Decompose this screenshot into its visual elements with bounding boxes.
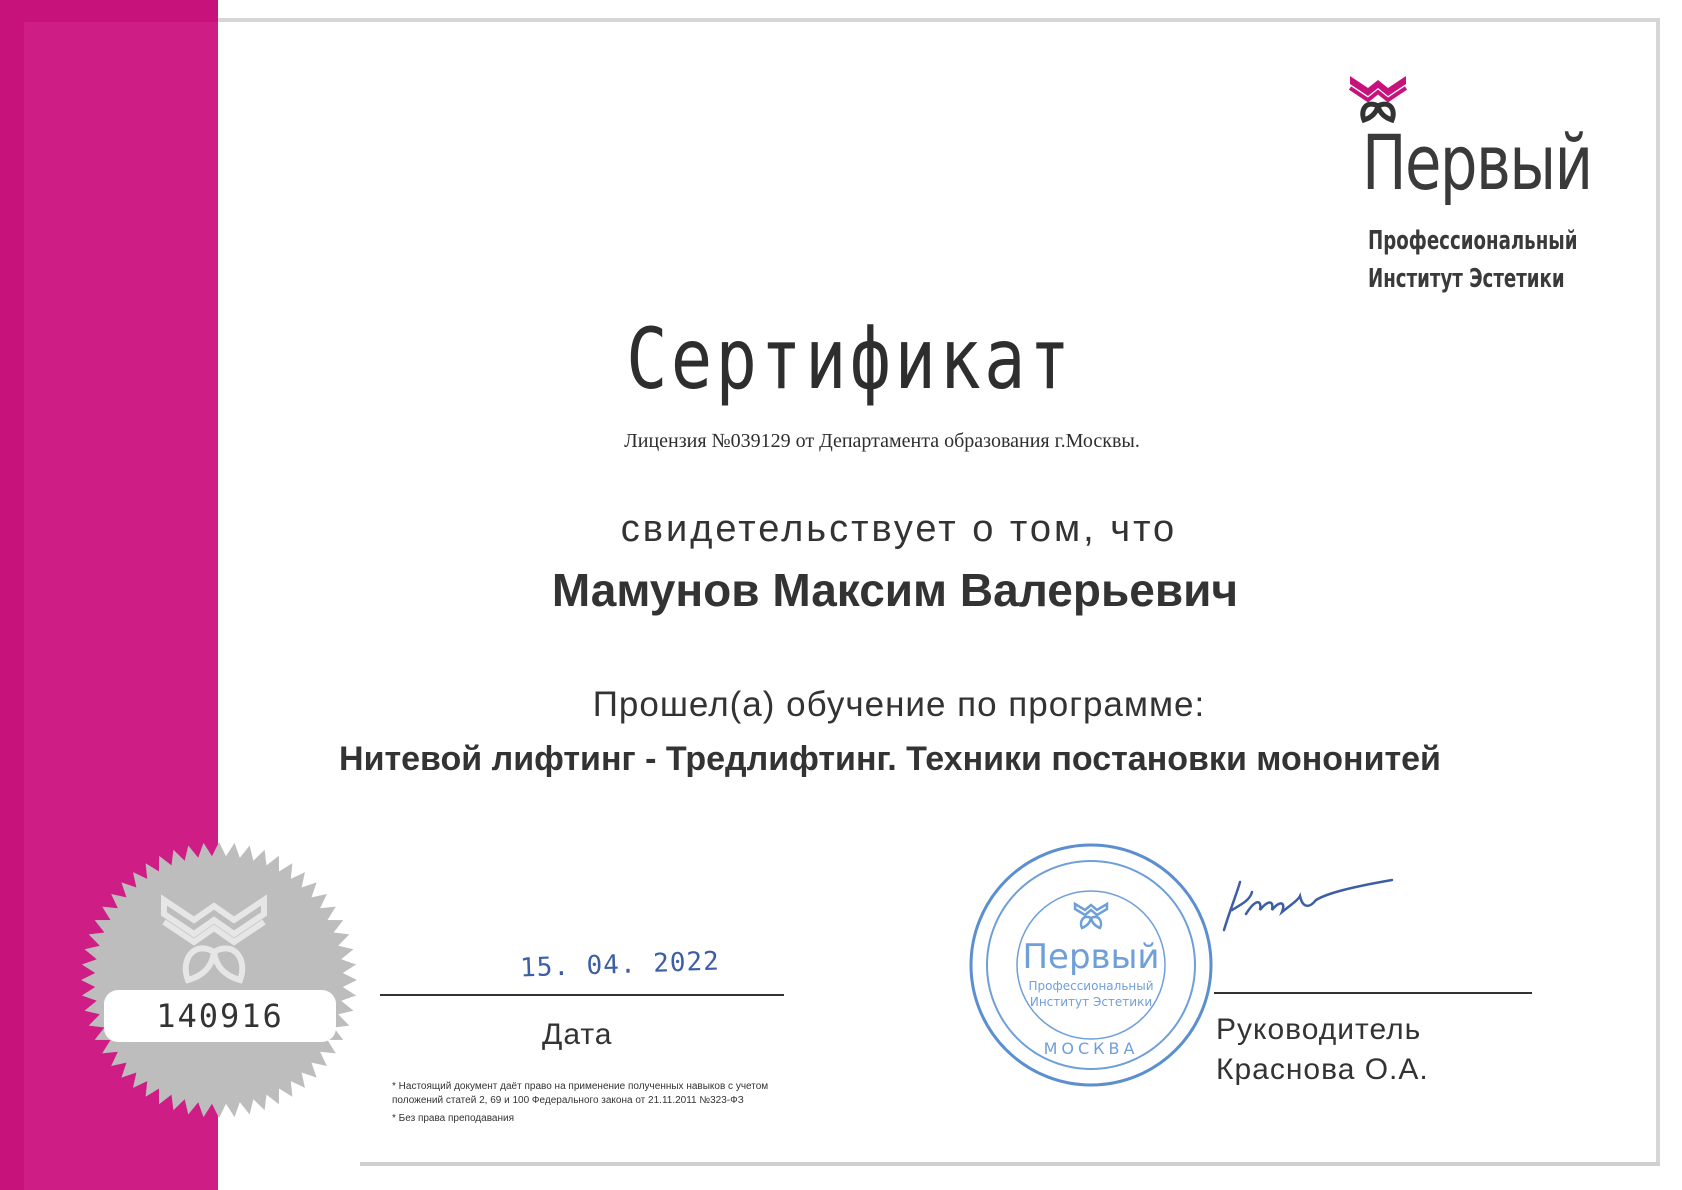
date-underline <box>380 994 784 996</box>
license-line: Лицензия №039129 от Департамента образования г.Москвы. <box>624 430 1140 452</box>
certifies-line: свидетельствует о том, что <box>620 508 1178 550</box>
silver-seal-icon <box>64 840 374 1120</box>
logo-subtitle-line2: Институт Эстетики <box>1368 264 1565 294</box>
stamp-line1: Профессиональный <box>1028 979 1154 993</box>
signature-icon <box>1216 870 1396 950</box>
footnote-no-teaching: * Без права преподавания <box>392 1113 514 1124</box>
holder-name: Мамунов Максим Валерьевич <box>551 564 1239 616</box>
program-name: Нитевой лифтинг - Тредлифтинг. Техники постановки мононитей <box>339 740 1441 778</box>
signature-underline <box>1214 992 1532 994</box>
logo-subtitle-line1: Профессиональный <box>1368 226 1578 256</box>
frame-top-border <box>20 18 1660 22</box>
blue-stamp-icon <box>966 840 1216 1090</box>
footnote-rights: * Настоящий документ даёт право на применение полученных навыков с учетом положений статей 2, 69 и 100 Федерального закона от 21.11.2011 №323-ФЗ <box>392 1081 769 1106</box>
signatory-name: Краснова О.А. <box>1216 1053 1429 1086</box>
signatory-role: Руководитель <box>1216 1013 1422 1046</box>
logo-wordmark: Первый <box>1362 118 1592 207</box>
frame-bottom-border <box>360 1162 1660 1166</box>
signatory <box>1216 1010 1429 1090</box>
certificate-title: Сертификат <box>626 310 1074 408</box>
footnotes <box>392 1080 792 1126</box>
stamp-line2: Институт Эстетики <box>1029 995 1153 1009</box>
date-value: 15. 04. 2022 <box>519 946 721 984</box>
stamp-word: Первый <box>1022 937 1160 977</box>
serial-number: 140916 <box>104 990 336 1042</box>
date-label: Дата <box>542 1018 613 1051</box>
logo-subtitle <box>1368 222 1577 298</box>
stamp-city: МОСКВА <box>1043 1039 1139 1058</box>
completed-line: Прошел(а) обучение по программе: <box>592 685 1206 724</box>
